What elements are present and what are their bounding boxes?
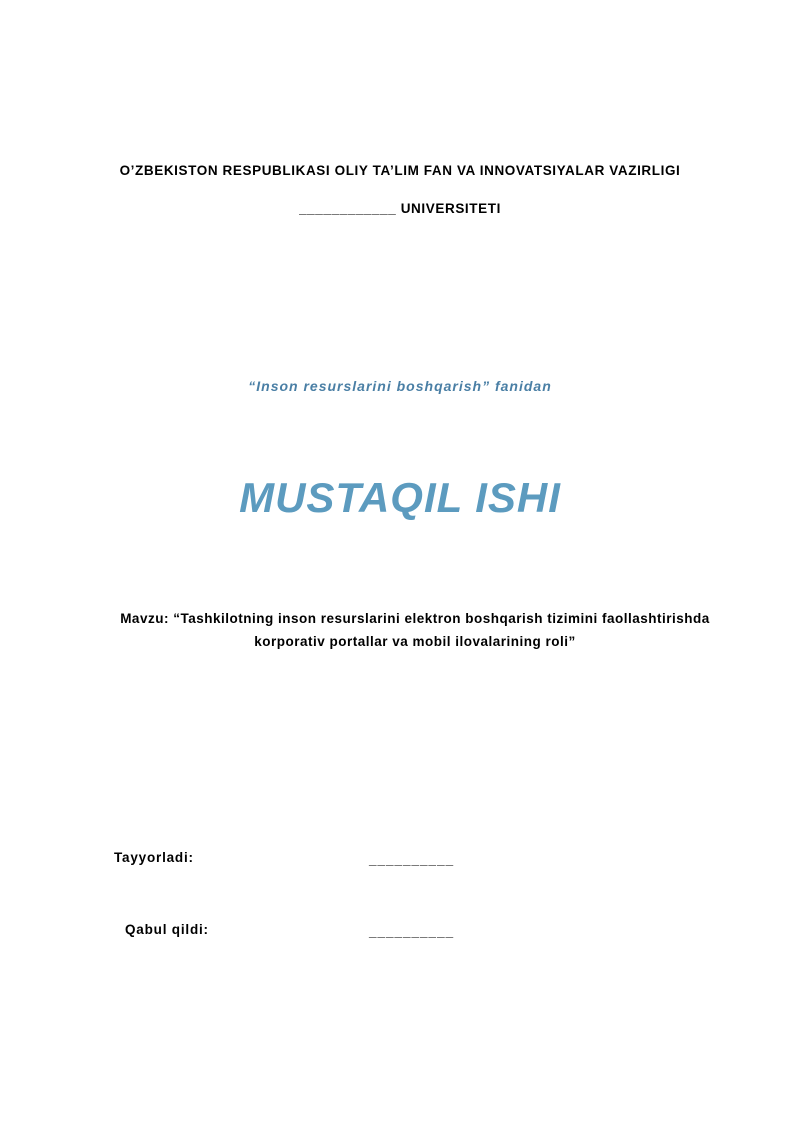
prepared-by-label: Tayyorladi: (114, 850, 194, 865)
accepted-by-label: Qabul qildi: (125, 922, 209, 937)
topic-label: Mavzu: (120, 611, 169, 626)
prepared-by-row (114, 850, 455, 867)
ministry-heading: O’ZBEKISTON RESPUBLIKASI OLIY TA’LIM FAN VA INNOVATSIYALAR VAZIRLIGI (119, 163, 681, 178)
university-heading: ____________ UNIVERSITETI (299, 201, 501, 216)
topic-block (110, 608, 720, 654)
subject-name: “Inson resurslarini boshqarish” fanidan (248, 378, 552, 394)
accepted-by-row (125, 922, 455, 939)
prepared-by-value: __________ (369, 852, 455, 867)
topic-text: “Tashkilotning inson resurslarini elektron boshqarish tizimini faollashtirishda korporativ portallar va mobil ilovalarining roli” (173, 611, 710, 649)
page-title: MUSTAQIL ISHI (239, 474, 561, 521)
accepted-by-value: __________ (369, 924, 455, 939)
